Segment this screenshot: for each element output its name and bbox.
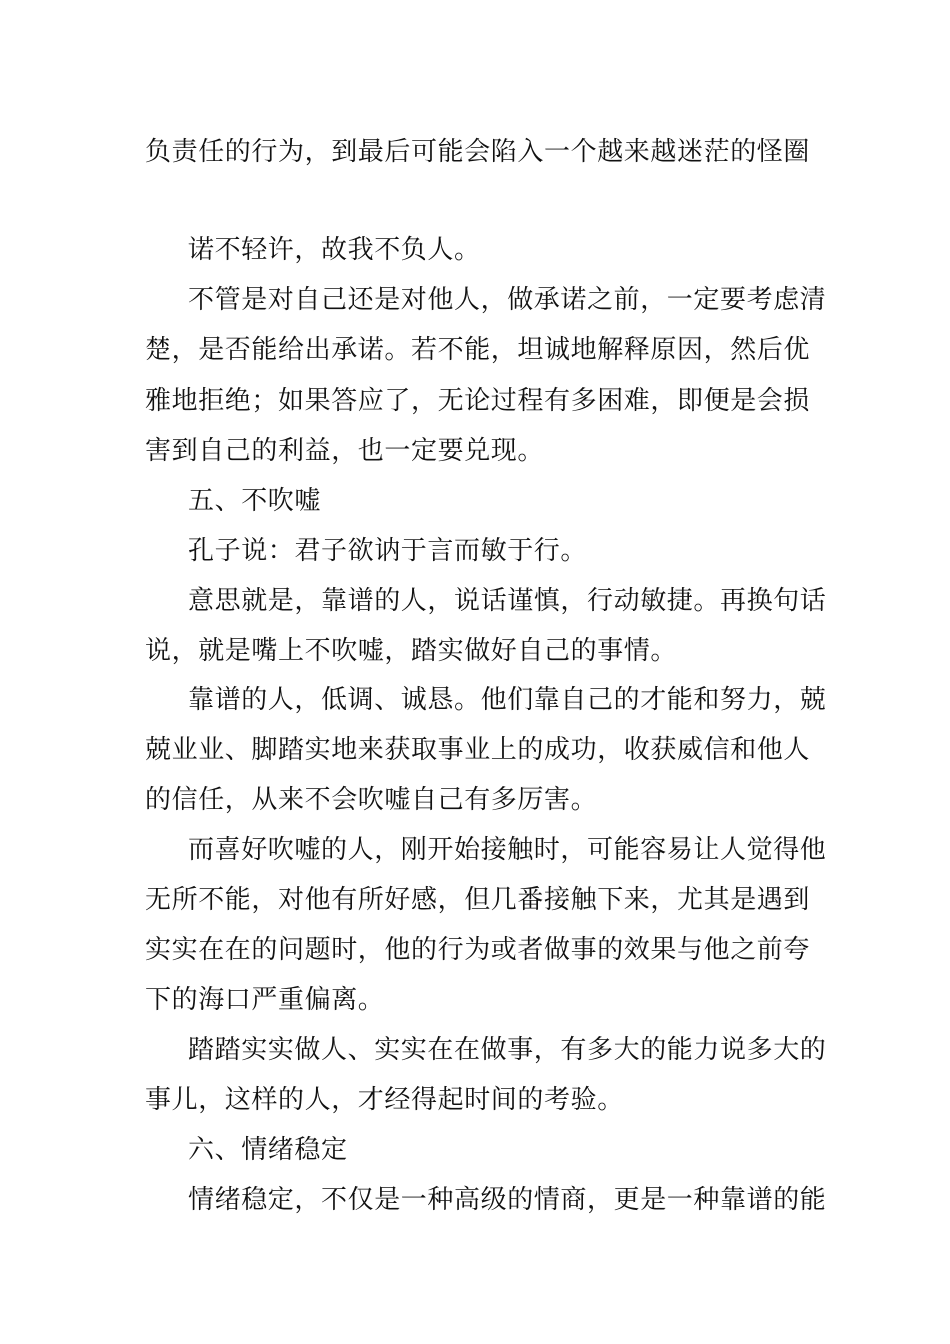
text-line: 说，就是嘴上不吹嘘，踏实做好自己的事情。 xyxy=(145,636,678,666)
text-line: 实实在在的问题时，他的行为或者做事的效果与他之前夸 xyxy=(145,935,811,965)
text-line: 诺不轻许，故我不负人。 xyxy=(188,235,481,265)
text-line: 雅地拒绝；如果答应了，无论过程有多困难，即便是会损 xyxy=(145,386,811,416)
text-line: 事儿，这样的人，才经得起时间的考验。 xyxy=(145,1085,624,1115)
text-line: 情绪稳定，不仅是一种高级的情商，更是一种靠谱的能 xyxy=(188,1185,827,1215)
text-line: 不管是对自己还是对他人，做承诺之前，一定要考虑清 xyxy=(188,285,827,315)
text-line: 害到自己的利益，也一定要兑现。 xyxy=(145,436,545,466)
section-heading: 五、不吹嘘 xyxy=(188,486,322,516)
text-line: 踏踏实实做人、实实在在做事，有多大的能力说多大的 xyxy=(188,1035,827,1065)
text-line: 负责任的行为，到最后可能会陷入一个越来越迷茫的怪圈 xyxy=(145,137,811,167)
text-line: 兢业业、脚踏实地来获取事业上的成功，收获威信和他人 xyxy=(145,735,811,765)
text-line: 靠谱的人，低调、诚恳。他们靠自己的才能和努力，兢 xyxy=(188,685,827,715)
text-line: 的信任，从来不会吹嘘自己有多厉害。 xyxy=(145,785,598,815)
text-line: 下的海口严重偏离。 xyxy=(145,985,385,1015)
text-line: 而喜好吹嘘的人，刚开始接触时，可能容易让人觉得他 xyxy=(188,835,827,865)
text-line: 无所不能，对他有所好感，但几番接触下来，尤其是遇到 xyxy=(145,885,811,915)
text-line: 楚，是否能给出承诺。若不能，坦诚地解释原因，然后优 xyxy=(145,335,811,365)
section-heading: 六、情绪稳定 xyxy=(188,1135,348,1165)
text-line: 孔子说：君子欲讷于言而敏于行。 xyxy=(188,536,588,566)
text-line: 意思就是，靠谱的人，说话谨慎，行动敏捷。再换句话 xyxy=(188,586,827,616)
